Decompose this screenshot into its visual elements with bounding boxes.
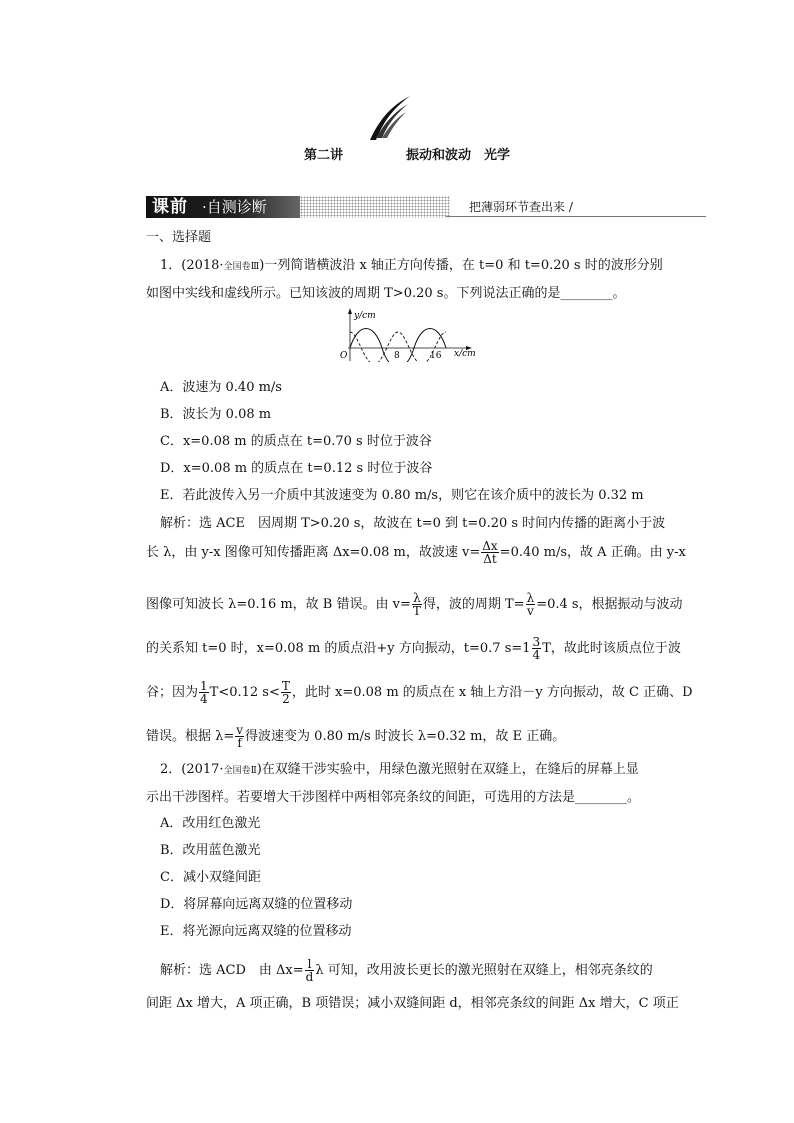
fraction: $\frac{l}{d}$ [305, 957, 314, 984]
fraction: $\frac{3}{4}$ [532, 635, 541, 662]
fraction: $\frac{\lambda}{T}$ [412, 591, 421, 618]
q1-option-c: C．x=0.08 m 的质点在 t=0.70 s 时位于波谷 [160, 434, 432, 449]
tick-label-16: 16 [430, 351, 442, 361]
swoosh-logo-icon [368, 94, 412, 142]
q1-solution-line3: 图像可知波长 λ=0.16 m，故 B 错误。由 v= $\frac{\lambda}{T}$ 得，波的周期 T= $\frac{\lambda}{v}$ =0.4 s，根据振动与波动 [146, 591, 683, 618]
q2-option-b: B．改用蓝色激光 [160, 843, 261, 858]
banner-rule [446, 216, 706, 217]
q1-solution-line4: 的关系知 t=0 时，x=0.08 m 的质点沿+y 方向振动，t=0.7 s=1 $\frac{3}{4}$ T，故此时该质点位于波 [146, 635, 681, 662]
banner-tag-main: 课前 [152, 197, 188, 217]
fraction: $\frac{\lambda}{v}$ [526, 591, 535, 618]
q1-option-e: E．若此波传入另一介质中其波速变为 0.80 m/s，则它在该介质中的波长为 0.32 m [160, 488, 644, 503]
origin-label: O [340, 351, 348, 361]
q2-solution-line1: 解析：选 ACD 由 Δx= $\frac{l}{d}$ λ 可知，改用波长更长的激光照射在双缝上，相邻亮条纹的 [160, 957, 653, 984]
q1-solution-line1: 解析：选 ACE 因周期 T>0.20 s，故波在 t=0 到 t=0.20 s 时间内传播的距离小于波 [160, 516, 666, 531]
lecture-topic: 振动和波动 光学 [406, 148, 511, 163]
fraction: $\frac{T}{2}$ [281, 679, 290, 706]
section-banner [146, 196, 706, 218]
section-heading: 一、选择题 [146, 230, 212, 245]
q2-option-a: A．改用红色激光 [160, 816, 261, 831]
q2-option-d: D．将屏幕向远离双缝的位置移动 [160, 897, 353, 912]
banner-hint: 把薄弱环节查出来 / [469, 200, 573, 214]
tick-label-8: 8 [394, 351, 400, 361]
y-axis-label: y/cm [354, 311, 376, 321]
banner-tag-sub: ·自测诊断 [202, 198, 267, 216]
fraction: $\frac{1}{4}$ [200, 679, 208, 706]
q1-solution-line5: 谷；因为 $\frac{1}{4}$ T<0.12 s< $\frac{T}{2}$ ，此时 x=0.08 m 的质点在 x 轴上方沿－y 方向振动，故 C 正确、D [146, 679, 693, 706]
fraction: $\frac{\Delta x}{\Delta t}$ [482, 539, 498, 566]
q1-stem-line2: 如图中实线和虚线所示。已知该波的周期 T>0.20 s。下列说法正确的是________。 [146, 286, 626, 301]
fraction: $\frac{v}{f}$ [236, 723, 244, 750]
q2-option-c: C．减小双缝间距 [160, 870, 261, 885]
q2-solution-line2: 间距 Δx 增大，A 项正确，B 项错误；减小双缝间距 d，相邻亮条纹的间距 Δx 增大，C 项正 [146, 996, 679, 1011]
q1-option-a: A．波速为 0.40 m/s [160, 380, 282, 395]
q1-option-d: D．x=0.08 m 的质点在 t=0.12 s 时位于波谷 [160, 461, 433, 476]
wave-graph [336, 306, 486, 362]
page-title [0, 144, 794, 164]
q2-stem-line2: 示出干涉图样。若要增大干涉图样中两相邻亮条纹的间距，可选用的方法是________。 [146, 790, 641, 805]
q1-stem-line1: 1．(2018·全国卷Ⅲ)一列简谐横波沿 x 轴正方向传播，在 t=0 和 t=0.20 s 时的波形分别 [160, 258, 663, 273]
x-axis-label: x/cm [454, 349, 476, 359]
q1-option-b: B．波长为 0.08 m [160, 407, 272, 422]
y-axis-arrow [348, 308, 352, 314]
q1-solution-line2: 长 λ，由 y-x 图像可知传播距离 Δx=0.08 m，故波速 v= $\frac{\Delta x}{\Delta t}$ =0.40 m/s，故 A 正确。由 y-x [146, 539, 686, 566]
banner-dot-pattern [300, 196, 450, 218]
q2-option-e: E．将光源向远离双缝的位置移动 [160, 924, 352, 939]
q1-solution-line6: 错误。根据 λ= $\frac{v}{f}$ 得波速变为 0.80 m/s 时波长 λ=0.32 m，故 E 正确。 [146, 723, 566, 750]
lecture-number: 第二讲 [304, 148, 344, 163]
q2-stem-line1: 2．(2017·全国卷Ⅱ)在双缝干涉实验中，用绿色激光照射在双缝上，在缝后的屏幕上显 [160, 762, 639, 777]
